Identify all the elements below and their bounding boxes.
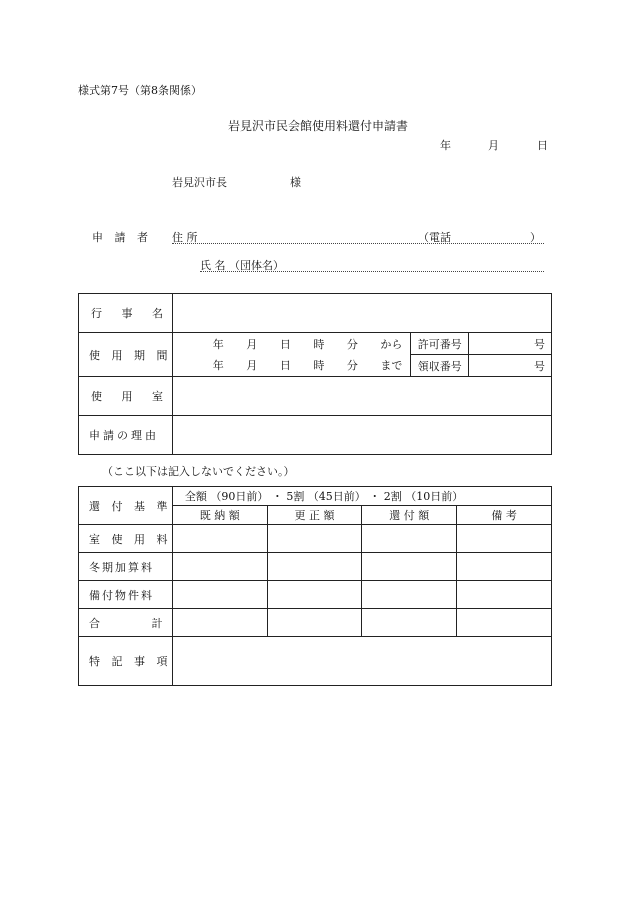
room-field[interactable] xyxy=(172,377,551,416)
phone-close-label: ） xyxy=(530,231,541,244)
col-header-corrected: 更 正 額 xyxy=(267,506,362,525)
cell[interactable] xyxy=(362,525,457,553)
table-row xyxy=(79,609,552,637)
room-label: 使 用 室 xyxy=(79,377,173,416)
reason-label: 申請の理由 xyxy=(79,416,173,455)
address-field[interactable] xyxy=(172,243,544,244)
cell[interactable] xyxy=(457,553,552,581)
cell[interactable] xyxy=(172,581,267,609)
cell[interactable] xyxy=(362,553,457,581)
cell[interactable] xyxy=(457,581,552,609)
cell[interactable] xyxy=(267,553,362,581)
special-notes-label: 特 記 事 項 xyxy=(79,637,173,686)
refund-basis-label: 還 付 基 準 xyxy=(79,487,173,525)
receipt-unit: 号 xyxy=(534,359,545,373)
table-row xyxy=(79,581,552,609)
addressee-honorific: 様 xyxy=(290,176,301,189)
applicant-label: 申 請 者 xyxy=(92,231,152,244)
period-to-row: 年 月 日 時 分 まで xyxy=(212,359,403,372)
col-header-paid: 既 納 額 xyxy=(172,506,267,525)
cell[interactable] xyxy=(457,525,552,553)
date-year-label: 年 xyxy=(440,139,451,152)
event-name-field[interactable] xyxy=(172,294,551,333)
address-label: 住 所 xyxy=(172,231,198,244)
table-row xyxy=(79,553,552,581)
receipt-number-field[interactable] xyxy=(469,355,552,377)
form-number: 様式第7号（第8条関係） xyxy=(78,84,202,97)
phone-open-label: （電話 xyxy=(418,231,451,244)
name-field[interactable] xyxy=(200,271,544,272)
col-header-remarks: 備 考 xyxy=(457,506,552,525)
cell[interactable] xyxy=(362,581,457,609)
row-label-equipment-fee: 備付物件料 xyxy=(79,581,173,609)
usage-period-label: 使 用 期 間 xyxy=(79,333,173,377)
usage-period-field[interactable] xyxy=(172,333,411,377)
receipt-number-label: 領収番号 xyxy=(411,355,469,377)
reason-field[interactable] xyxy=(172,416,551,455)
date-month-label: 月 xyxy=(488,139,499,152)
cell[interactable] xyxy=(267,525,362,553)
permit-number-label: 許可番号 xyxy=(411,333,469,355)
cell[interactable] xyxy=(172,553,267,581)
cell[interactable] xyxy=(267,581,362,609)
cell[interactable] xyxy=(172,525,267,553)
date-day-label: 日 xyxy=(537,139,548,152)
col-header-refund: 還 付 額 xyxy=(362,506,457,525)
special-notes-field[interactable] xyxy=(172,637,551,686)
name-label: 氏 名 （団体名） xyxy=(200,259,284,272)
cell[interactable] xyxy=(172,609,267,637)
cell[interactable] xyxy=(457,609,552,637)
cell[interactable] xyxy=(267,609,362,637)
table-row xyxy=(79,525,552,553)
event-name-label: 行 事 名 xyxy=(79,294,173,333)
row-label-winter-fee: 冬期加算料 xyxy=(79,553,173,581)
row-label-total: 合 計 xyxy=(79,609,173,637)
refund-basis-options[interactable]: 全額 （90日前） ・ 5割 （45日前） ・ 2割 （10日前） xyxy=(172,487,551,506)
office-use-note: （ここ以下は記入しないでください。） xyxy=(102,465,295,478)
usage-table xyxy=(78,293,552,455)
period-from-row: 年 月 日 時 分 から xyxy=(212,338,403,351)
cell[interactable] xyxy=(362,609,457,637)
permit-unit: 号 xyxy=(534,337,545,351)
row-label-room-fee: 室 使 用 料 xyxy=(79,525,173,553)
addressee-name: 岩見沢市長 xyxy=(172,176,227,189)
permit-number-field[interactable] xyxy=(469,333,552,355)
page-title: 岩見沢市民会館使用料還付申請書 xyxy=(228,119,409,133)
refund-table xyxy=(78,486,552,686)
